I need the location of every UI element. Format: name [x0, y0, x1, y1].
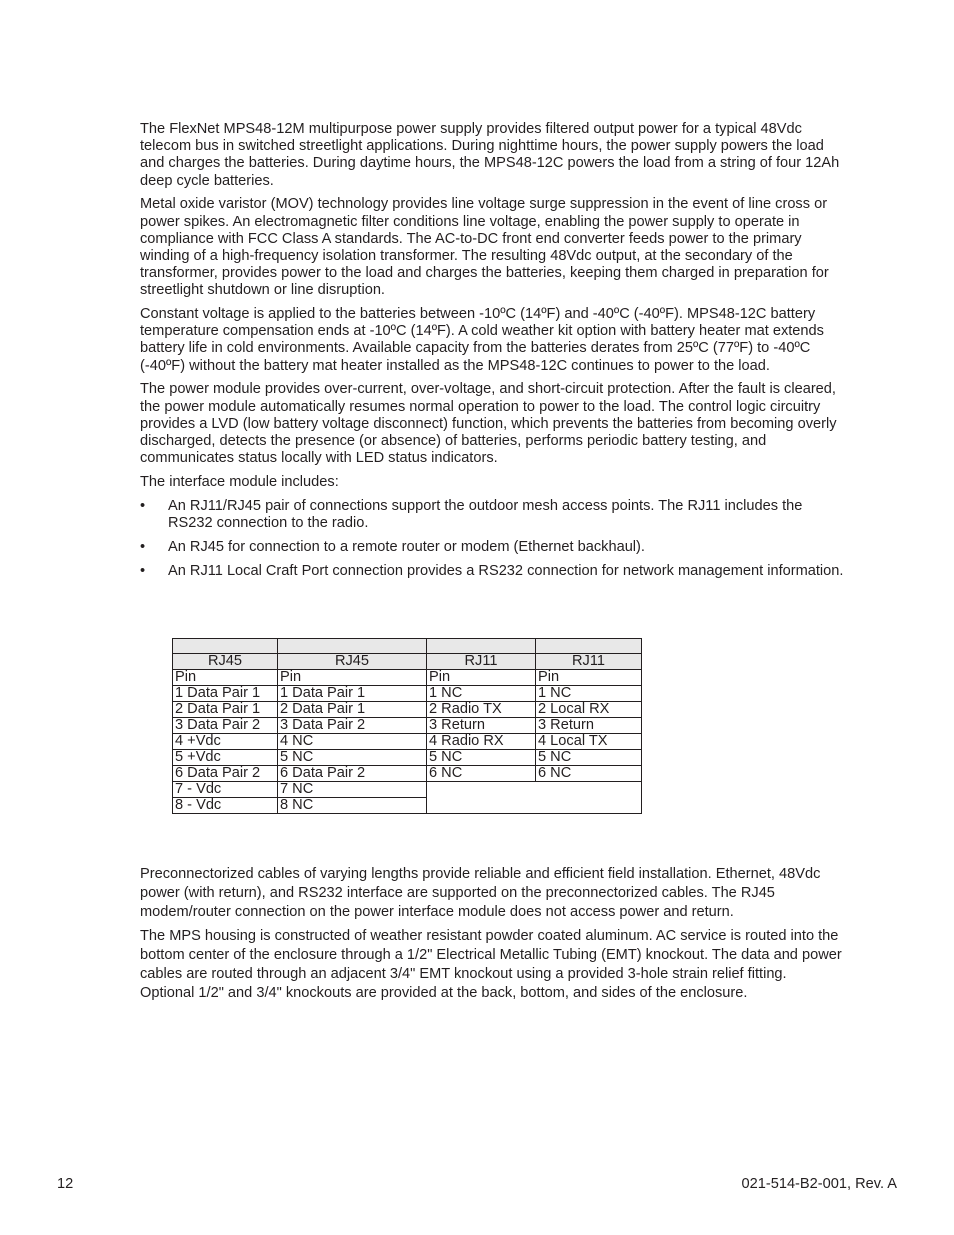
list-item-text: An RJ11/RJ45 pair of connections support the outdoor mesh access points. The RJ11 includes the RS232 connection to the radio.	[168, 497, 803, 531]
table-cell: 6 Data Pair 2	[278, 766, 427, 782]
list-item-text: An RJ45 for connection to a remote router or modem (Ethernet backhaul).	[168, 538, 645, 555]
column-header: RJ45	[173, 654, 278, 670]
table-cell: Pin	[536, 670, 642, 686]
table-row	[173, 766, 642, 782]
table-cell: 8 - Vdc	[173, 798, 278, 814]
table-cell: 6 NC	[427, 766, 536, 782]
bullet-icon: •	[140, 538, 146, 555]
document-id: 021-514-B2-001, Rev. A	[741, 1176, 897, 1192]
paragraph-constant-voltage: Constant voltage is applied to the batteries between -10ºC (14ºF) and -40ºC (-40ºF). MPS48-12C battery temperature compensation ends at -10ºC (14ºF). A cold weather kit option with battery heater mat extends battery life in cold environments. Available capacity from the batteries derates from 25ºC (77ºF) to -40ºC (-40ºF) without the battery mat heater installed as the MPS48-12C continues to power to the load.	[140, 306, 824, 374]
table-cell: 3 Return	[536, 718, 642, 734]
table-cell: 2 Data Pair 1	[173, 702, 278, 718]
table-cell: 2 Data Pair 1	[278, 702, 427, 718]
bullet-icon: •	[140, 563, 146, 580]
table-cell: 6 Data Pair 2	[173, 766, 278, 782]
table-cell: 2 Radio TX	[427, 702, 536, 718]
table-cell: 4 +Vdc	[173, 734, 278, 750]
bullet-icon: •	[140, 497, 146, 514]
table-row	[173, 670, 642, 686]
table-cell: 5 NC	[427, 750, 536, 766]
paragraph-power-module: The power module provides over-current, over-voltage, and short-circuit protection. After the fault is cleared, the power module automatically resumes normal operation to power to the load. The control logic circuitry provides a LVD (low battery voltage disconnect) function, which prevents the batteries from becoming overly discharged, detects the presence (or absence) of batteries, performs periodic battery testing, and communicates status locally with LED status indicators.	[140, 381, 837, 467]
table-cell: 1 Data Pair 1	[278, 686, 427, 702]
paragraph-housing: The MPS housing is constructed of weather resistant powder coated aluminum. AC service is routed into the bottom center of the enclosure through a 1/2" Electrical Metallic Tubing (EMT) knockout. The data and power cables are routed through an adjacent 3/4" EMT knockout using a provided 3-hole strain relief fitting. Optional 1/2" and 3/4" knockouts are provided at the back, bottom, and sides of the enclosure.	[140, 928, 842, 1001]
paragraph-interface-intro: The interface module includes:	[140, 473, 339, 490]
page-number: 12	[57, 1176, 74, 1192]
table-cell: 1 NC	[536, 686, 642, 702]
table-cell: 4 Local TX	[536, 734, 642, 750]
table-cell: 5 NC	[278, 750, 427, 766]
table-header-row	[173, 654, 642, 670]
table-row	[173, 734, 642, 750]
table-row	[173, 702, 642, 718]
table-row	[173, 750, 642, 766]
table-cell: 3 Data Pair 2	[278, 718, 427, 734]
table-cell: Pin	[173, 670, 278, 686]
table-cell: 8 NC	[278, 798, 427, 814]
table-cell: 7 - Vdc	[173, 782, 278, 798]
interface-bullet-list	[140, 498, 845, 581]
paragraph-intro: The FlexNet MPS48-12M multipurpose power supply provides filtered output power for a typical 48Vdc telecom bus in switched streetlight applications. During nighttime hours, the power supply powers the load and charges the batteries. During daytime hours, the MPS48-12C powers the load from a string of four 12Ah deep cycle batteries.	[140, 121, 840, 189]
table-cell: 5 +Vdc	[173, 750, 278, 766]
body-text-top	[140, 121, 845, 587]
table-cell: 7 NC	[278, 782, 427, 798]
paragraph-mov: Metal oxide varistor (MOV) technology provides line voltage surge suppression in the event of line cross or power spikes. An electromagnetic filter conditions line voltage, enabling the power supply to operate in compliance with FCC Class A standards. The AC-to-DC front end converter feeds power to the primary winding of a high-frequency isolation transformer. The resulting 48Vdc output, at the secondary of the transformer, provides power to the load and charges the batteries, keeping them charged in preparation for streetlight shutdown or line disruption.	[140, 196, 829, 299]
column-header: RJ11	[536, 654, 642, 670]
pinout-table	[172, 638, 642, 814]
table-cell: 1 NC	[427, 686, 536, 702]
table-cell: Pin	[278, 670, 427, 686]
table-cell: Pin	[427, 670, 536, 686]
table-cell: 6 NC	[536, 766, 642, 782]
column-header: RJ11	[427, 654, 536, 670]
table-cell: 4 Radio RX	[427, 734, 536, 750]
table-cell: 5 NC	[536, 750, 642, 766]
list-item	[140, 539, 845, 556]
paragraph-cables: Preconnectorized cables of varying lengths provide reliable and efficient field installation. Ethernet, 48Vdc power (with return), and RS232 interface are supported on the preconnectorized cables. The RJ45 modem/router connection on the power interface module does not access power and return.	[140, 866, 821, 920]
body-text-bottom	[140, 865, 845, 1008]
list-item	[140, 563, 845, 580]
list-item	[140, 498, 845, 532]
list-item-text: An RJ11 Local Craft Port connection provides a RS232 connection for network management information.	[168, 563, 844, 580]
table-row	[173, 718, 642, 734]
table-row	[173, 686, 642, 702]
table-cell: 4 NC	[278, 734, 427, 750]
table-cell: 3 Data Pair 2	[173, 718, 278, 734]
column-header: RJ45	[278, 654, 427, 670]
table-cell: 1 Data Pair 1	[173, 686, 278, 702]
table-cell: 2 Local RX	[536, 702, 642, 718]
empty-merged-cell	[427, 782, 642, 814]
table-row	[173, 782, 642, 798]
table-cell: 3 Return	[427, 718, 536, 734]
table-blank-row	[173, 639, 642, 654]
